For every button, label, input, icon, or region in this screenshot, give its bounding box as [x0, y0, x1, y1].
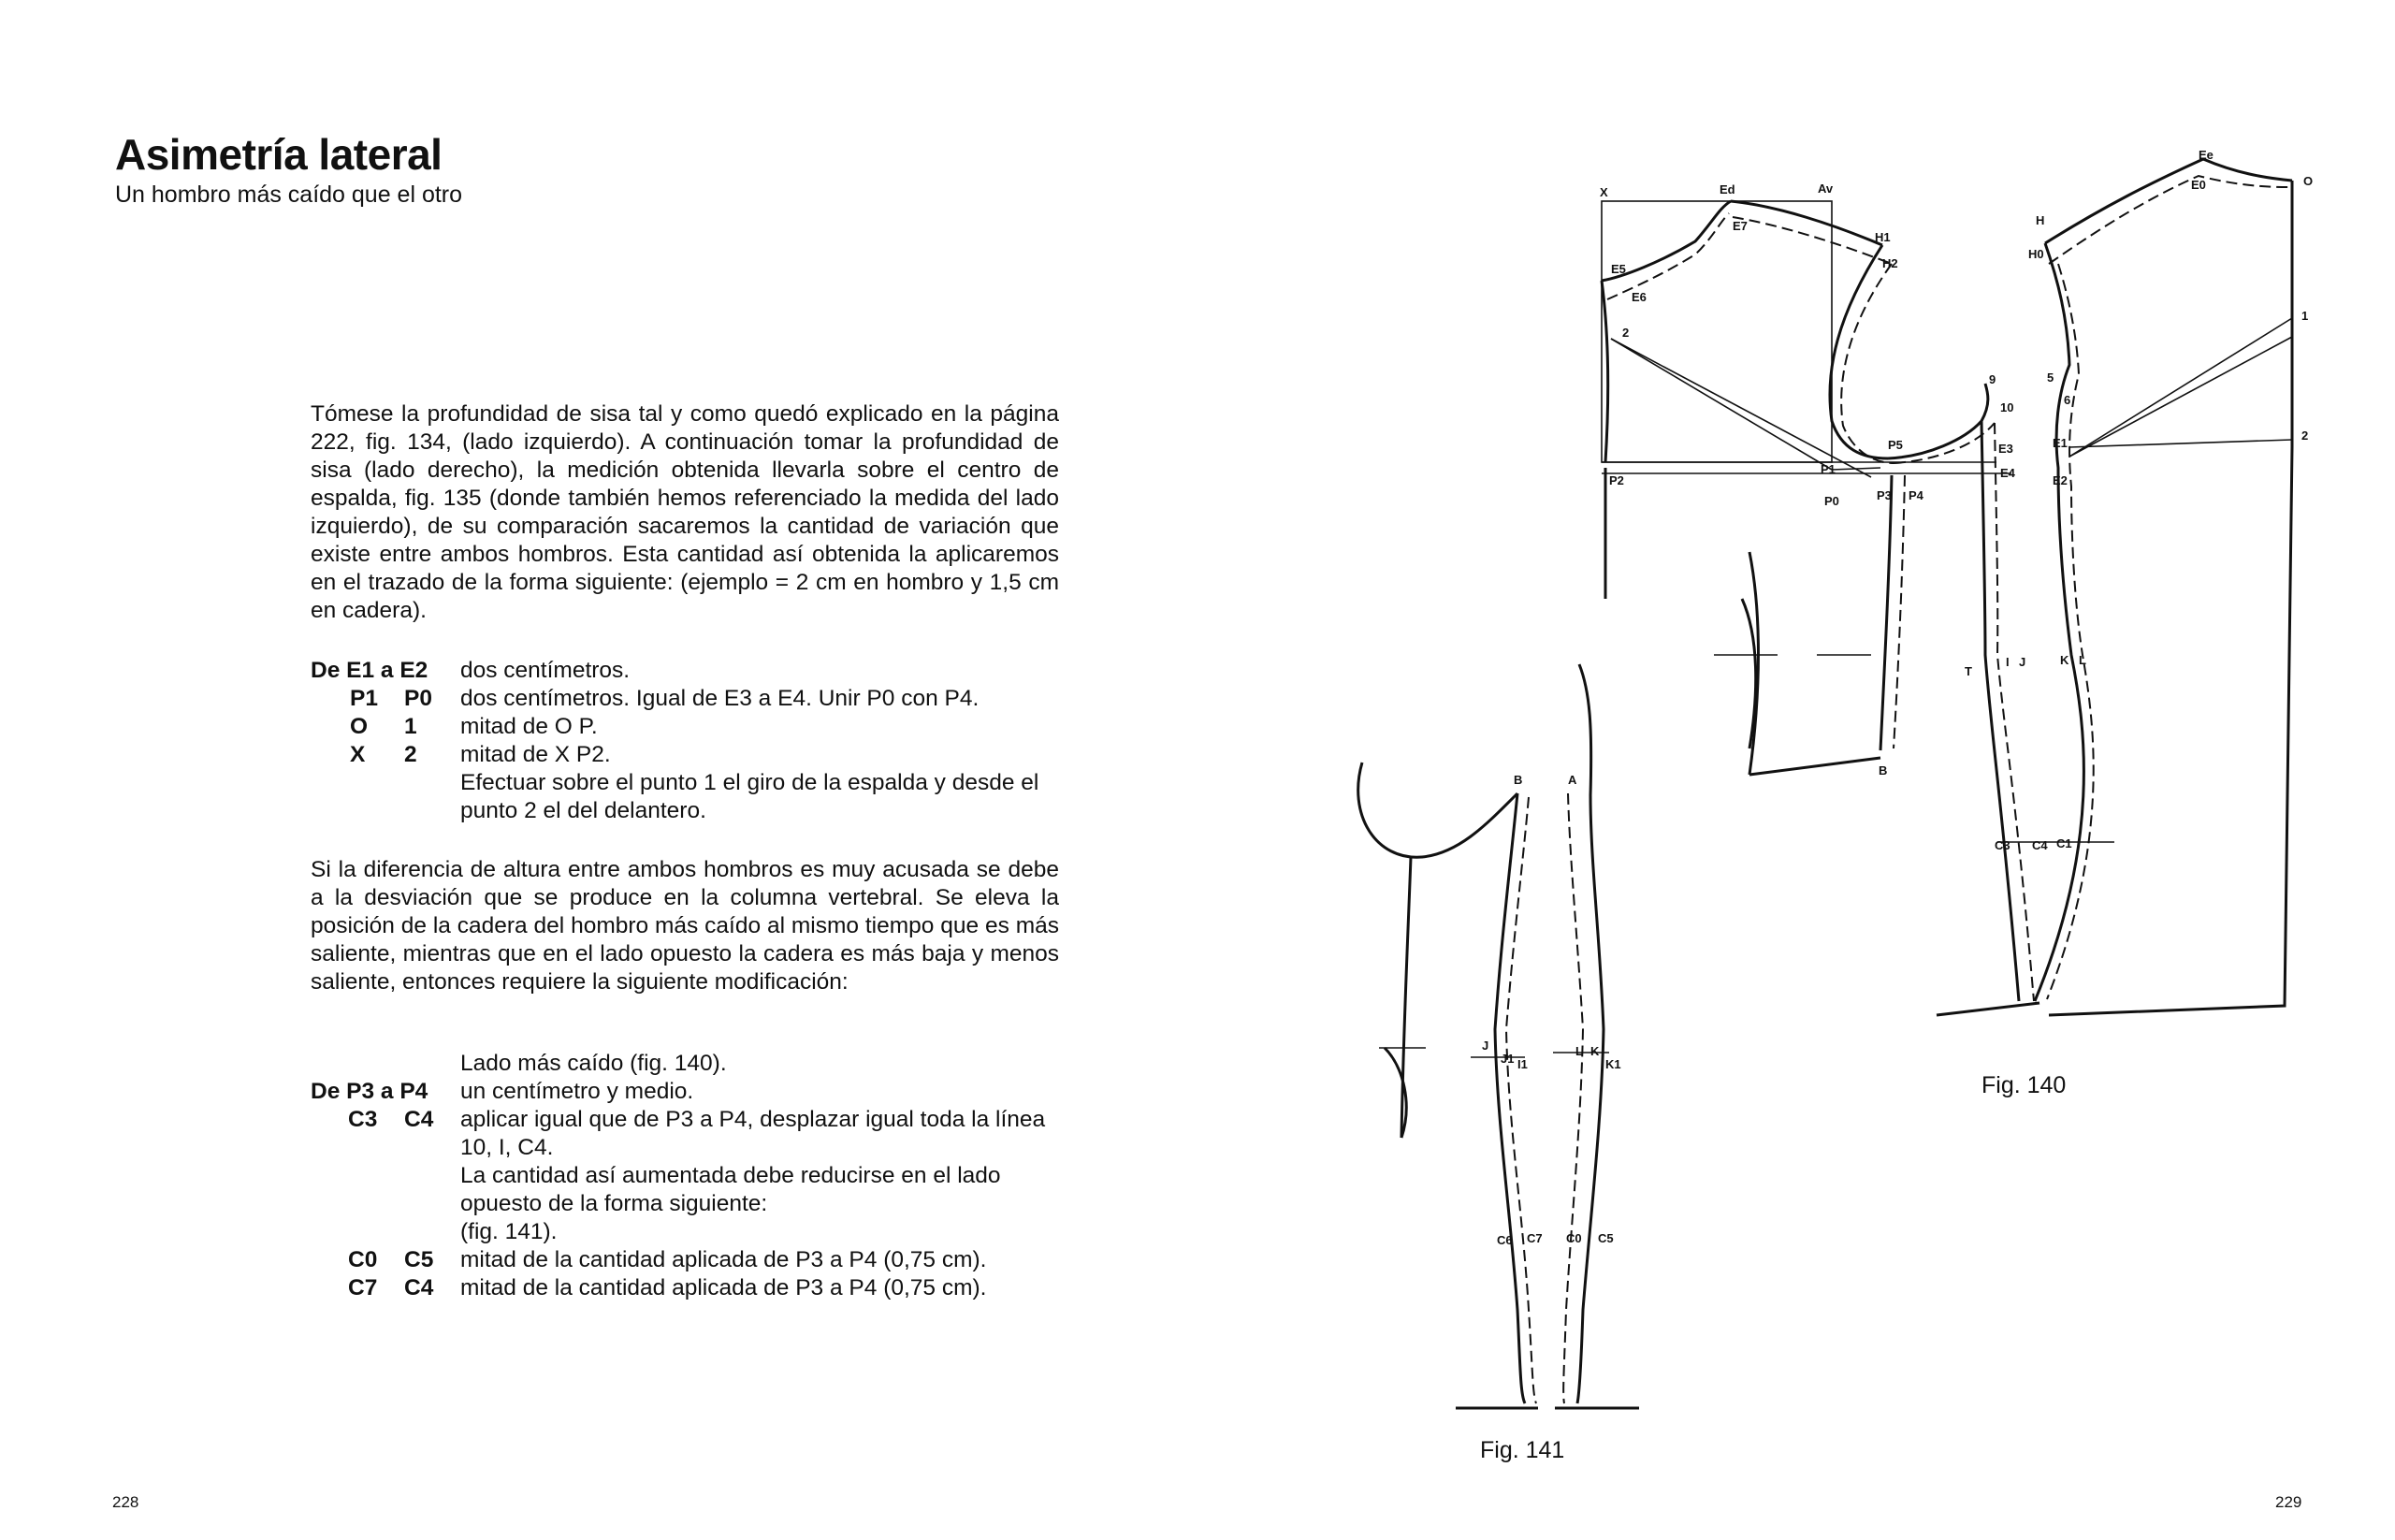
label-C5: C5	[1598, 1231, 1614, 1245]
fig141-right	[1553, 664, 1639, 1408]
label-P4: P4	[1909, 488, 1923, 502]
step-point-a: C7	[348, 1275, 378, 1300]
fig141-left	[1358, 763, 1538, 1408]
label-L: L	[2079, 653, 2086, 667]
label-I: I	[2006, 655, 2010, 669]
label-P0: P0	[1824, 494, 1839, 508]
label-E6: E6	[1632, 290, 1647, 304]
label-E5: E5	[1611, 262, 1626, 276]
step-text: Efectuar sobre el punto 1 el giro de la espalda y desde el punto 2 el del delantero.	[460, 770, 1039, 823]
label-P1: P1	[1821, 462, 1836, 476]
intro-text: Tómese la profundidad de sisa tal y como quedó explicado en la página 222, fig. 134, (lado izquierdo). A continuación tomar la profundidad de sisa (lado derecho), la medición obtenida llevarla sobre el centro de espalda, fig. 135 (donde también hemos referenciado la medida del lado izquierdo), de su comparación sacaremos la cantidad de variación que existe entre ambos hombros. Esta cantidad así obtenida la aplicaremos en el trazado de la forma siguiente: (ejemplo = 2 cm en hombro y 1,5 cm en cadera).	[311, 401, 1059, 623]
label-C7: C7	[1527, 1231, 1543, 1245]
step-points: De E1 a E2	[311, 658, 428, 683]
label-H0: H0	[2028, 247, 2044, 261]
step-point-a: C3	[348, 1107, 378, 1132]
page-subtitle: Un hombro más caído que el otro	[115, 182, 463, 208]
step-point-b: C4	[404, 1275, 434, 1300]
page-number-right: 229	[2275, 1493, 2302, 1511]
label-Ee: Ee	[2199, 148, 2214, 162]
step-text: Lado más caído (fig. 140).	[460, 1051, 727, 1076]
step-point-b: P0	[404, 686, 432, 711]
step-text: mitad de X P2.	[460, 742, 611, 767]
label-5: 5	[2047, 370, 2054, 385]
step-text: La cantidad así aumentada debe reducirse en el lado opuesto de la forma siguiente:	[460, 1163, 1001, 1216]
label-C1: C1	[2056, 836, 2072, 850]
step-point-a: O	[350, 714, 369, 739]
label-T: T	[1965, 664, 1972, 678]
step-text: dos centímetros.	[460, 658, 631, 683]
label-2: 2	[1622, 326, 1630, 340]
step-text: (fig. 141).	[460, 1219, 558, 1244]
label-E2: E2	[2053, 473, 2068, 487]
label-C4: C4	[2032, 838, 2048, 852]
fig140-front-bodice	[1602, 201, 2014, 599]
label-Ed: Ed	[1720, 182, 1735, 196]
step-point-a: C0	[348, 1247, 378, 1272]
caption-fig140: Fig. 140	[1981, 1072, 2067, 1098]
label-K1: K1	[1605, 1057, 1621, 1071]
fig140-back	[2035, 159, 2292, 1015]
page-number-left: 228	[112, 1493, 139, 1511]
label-Av: Av	[1818, 182, 1834, 196]
label-X: X	[1600, 185, 1608, 199]
label-J-fig141: J	[1482, 1039, 1489, 1053]
label-O: O	[2303, 174, 2314, 188]
label-E1: E1	[2053, 436, 2068, 450]
label-P5: P5	[1888, 438, 1903, 452]
page-title: Asimetría lateral	[115, 130, 443, 179]
label-K-fig141: K	[1590, 1044, 1600, 1058]
label-K: K	[2060, 653, 2069, 667]
label-10: 10	[2000, 400, 2014, 414]
label-J: J	[2019, 655, 2026, 669]
step-text: aplicar igual que de P3 a P4, desplazar igual toda la línea 10, I, C4.	[460, 1107, 1046, 1160]
label-A: A	[1568, 773, 1577, 787]
second-text: Si la diferencia de altura entre ambos hombros es muy acusada se debe a la desviación que se produce en la columna vertebral. Se eleva la posición de la cadera del hombro más caído al mismo tiempo que es más saliente, mientras que en el lado opuesto la cadera es más baja y menos saliente, entonces requiere la siguiente modificación:	[311, 857, 1059, 995]
label-I1: I1	[1517, 1057, 1528, 1071]
label-H: H	[2036, 213, 2045, 227]
label-L-fig141: L	[1575, 1044, 1583, 1058]
step-point-b: 1	[404, 714, 417, 739]
label-J1: J1	[1501, 1052, 1515, 1066]
label-H1: H1	[1875, 230, 1891, 244]
step-point-a: X	[350, 742, 366, 767]
step-point-b: C5	[404, 1247, 434, 1272]
label-6: 6	[2064, 393, 2071, 407]
label-2-back: 2	[2301, 429, 2309, 443]
label-1: 1	[2301, 309, 2309, 323]
step-point-b: 2	[404, 742, 417, 767]
label-E4: E4	[2000, 466, 2015, 480]
label-C6: C6	[1497, 1233, 1513, 1247]
step-text: un centímetro y medio.	[460, 1079, 694, 1104]
step-text: dos centímetros. Igual de E3 a E4. Unir P0 con P4.	[460, 686, 980, 711]
step-point-a: P1	[350, 686, 378, 711]
label-E7: E7	[1733, 219, 1748, 233]
label-E3: E3	[1998, 442, 2013, 456]
step-text: mitad de O P.	[460, 714, 598, 739]
step-text: mitad de la cantidad aplicada de P3 a P4 (0,75 cm).	[460, 1247, 987, 1272]
label-E0: E0	[2191, 178, 2206, 192]
label-P2: P2	[1609, 473, 1624, 487]
label-B-fig141: B	[1514, 773, 1523, 787]
step-point-b: C4	[404, 1107, 434, 1132]
label-H2: H2	[1882, 256, 1898, 270]
label-C3: C3	[1995, 838, 2010, 852]
fig140-front-lower	[1714, 421, 2114, 1015]
label-P3: P3	[1877, 488, 1892, 502]
step-text: mitad de la cantidad aplicada de P3 a P4 (0,75 cm).	[460, 1275, 987, 1300]
label-9: 9	[1989, 372, 1996, 386]
label-B-fig140: B	[1879, 763, 1888, 777]
label-C0: C0	[1566, 1231, 1582, 1245]
step-points: De P3 a P4	[311, 1079, 428, 1104]
caption-fig141: Fig. 141	[1480, 1437, 1565, 1463]
